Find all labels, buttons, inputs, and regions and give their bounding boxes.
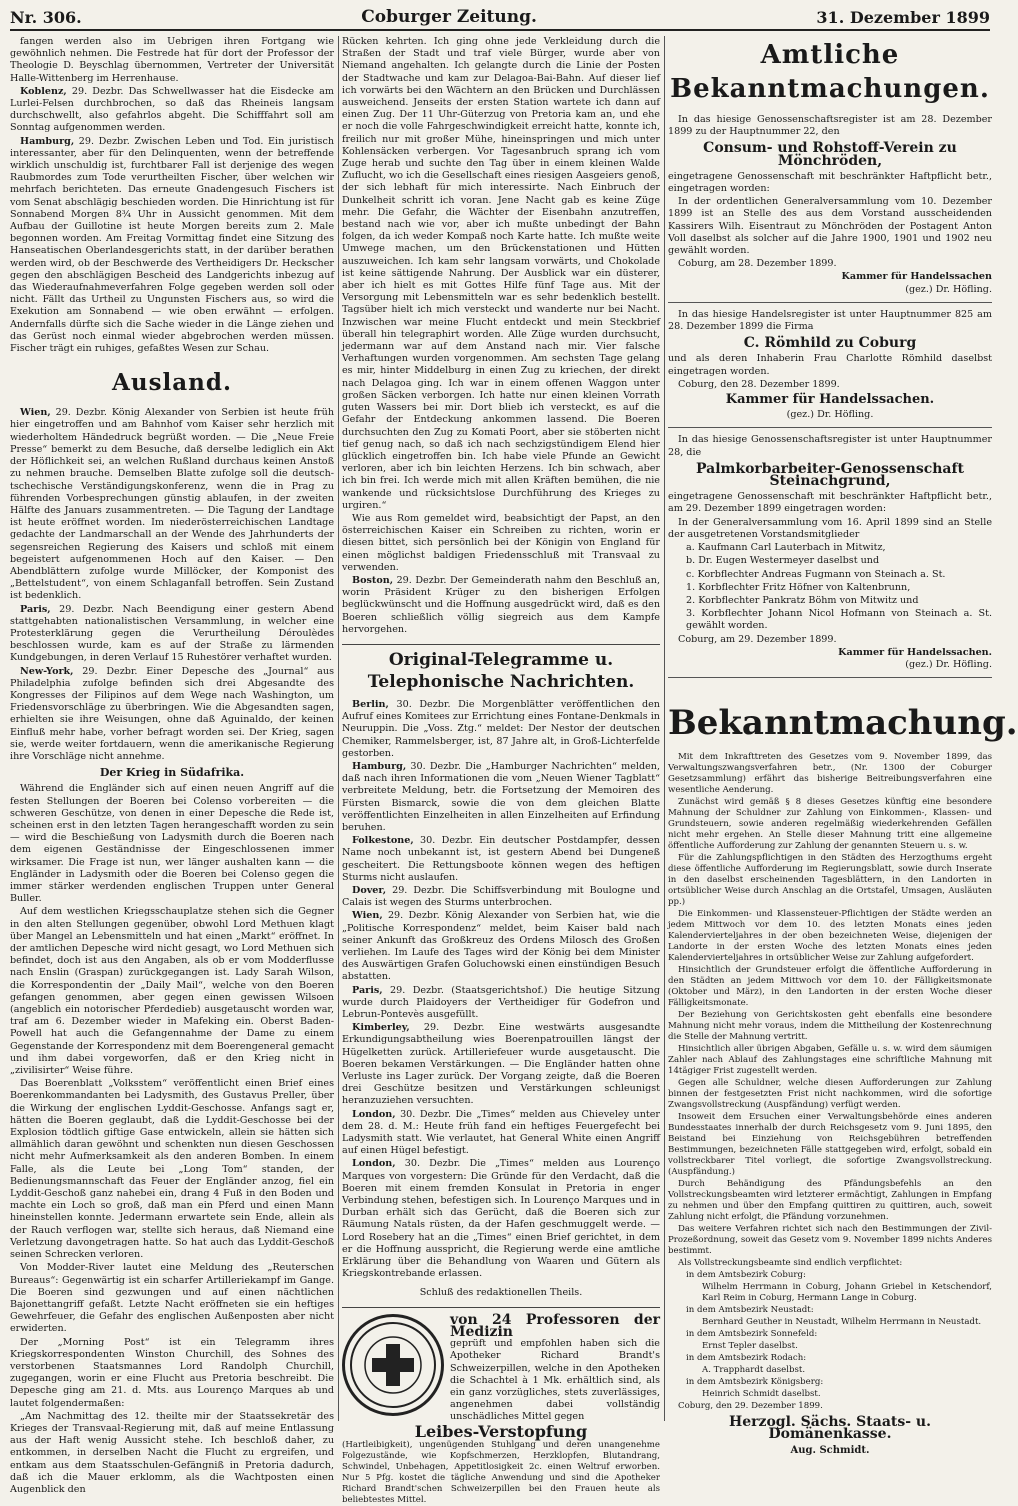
- notice-entity: Consum- und Rohstoff-Verein zu Mönchröden,: [703, 140, 957, 169]
- heading-bekanntmachung: Bekanntmachung.: [668, 703, 1018, 744]
- notice-text: und als deren Inhaberin Frau Charlotte Römhild daselbst eingetragen worden.: [668, 353, 992, 377]
- list-item: in dem Amtsbezirk Rodach:: [686, 1353, 807, 1364]
- list-item: in dem Amtsbezirk Coburg:: [686, 1270, 806, 1281]
- article-text: 29. Dezbr. Zwischen Leben und Tod. Ein juristisch interessanter, aber für den Delinquenten, wenn der betreffende wirklich unschuldig ist, furchtbarer Fall ist derjenige des wegen Raubmordes zum Tode verurtheilten Fischer, über welchen wir mehrfach berichteten. Das erneute Gnadengesuch Fischers ist vom Senat abschlägig beschieden worden. Die Hinrichtung ist für Sonnabend Morgen 8¾ Uhr in Aussicht genommen. Mit dem Aufbau der Guillotine ist heute Morgen bereits zum 2. Male begonnen worden. Am Freitag Vormittag findet eine Sitzung des Hanseatischen Oberlandesgerichts statt, in der darüber berathen werden wird, ob der Beschwerde des Vertheidigers Dr. Heckscher gegen den abschlägigen Bescheid des Landgerichts inbezug auf das Wiederaufnahmeverfahren Folge gegeben werden soll oder nicht. Fällt das Urtheil zu Ungunsten Fischers aus, so wird die Exekution am Sonnabend — wie oben erwähnt — erfolgen. Andernfalls dürfte sich die Sache wieder in die Länge ziehen und das Gerüst noch einmal wieder abgebrochen werden müssen. Fischer trägt ein ruhiges, gefaßtes Wesen zur Schau.: [10, 135, 334, 355]
- ad-product-headline: Leibes-Verstopfung: [414, 1421, 588, 1441]
- article-text: 30. Dezbr. Die „Times“ melden aus Chieveley unter dem 28. d. M.: Heute früh fand ein heftiges Feuergefecht bei Ladysmith statt. Wie verlautet, hat General White einen Angriff auf einen Hügel befestigt.: [342, 1108, 660, 1157]
- column-2: [342, 36, 660, 1505]
- column-divider: [338, 36, 339, 1421]
- announcement-authority: Herzogl. Sächs. Staats- u. Domänenkasse.: [729, 1414, 931, 1443]
- dateline-city: Boston,: [352, 574, 394, 586]
- article-text: 30. Dezbr. Die „Hamburger Nachrichten“ melden, daß nach ihren Informationen die vom „Neuen Wiener Tagblatt“ verbreitete Meldung, betr. die Fortsetzung der Memoiren des Fürsten Bismarck, sowie die von dem gleichen Blatte veröffentlichten Einzelheiten in allen Einzelheiten auf Erfindung beruhen.: [342, 760, 660, 833]
- article-text: 30. Dezbr. Die „Times“ melden aus Lourenço Marques von vorgestern: Die Gründe für den Verdacht, daß die Boeren mit einem fremden Konsulat in Pretoria in enger Verbindung stehen, befestigen sich. In Lourenço Marques und in Durban erhält sich das Gerücht, daß die Boeren sich zur Räumung Natals rüsten, da der Hafen geschmuggelt werde. — Lord Rosebery hat an die „Times“ einen Brief gerichtet, in dem er die Hoffnung ausspricht, die Regierung werde eine amtliche Erklärung über die Behandlung von Waaren und Gütern als Kriegskontrebande erlassen.: [342, 1158, 660, 1280]
- telegram-item: [342, 761, 660, 834]
- telegram-item: [342, 910, 660, 983]
- official-notice: [668, 434, 992, 678]
- list-item: a. Kaufmann Carl Lauterbach in Mitwitz,: [686, 542, 886, 554]
- notice-text: In das hiesige Genossenschaftsregister ist unter Hauptnummer 28, die: [668, 434, 992, 458]
- dateline-city: Wien,: [20, 407, 51, 419]
- column-1: [10, 36, 334, 1495]
- article-paragraph: „Am Nachmittag des 12. theilte mir der Staatssekretär des Krieges der Transvaal-Regierung mit, daß auf meine Entlassung aus der Haft wenig Aussicht stehe. Ich beschloß daher, zu entkommen, in derselben Nacht die Flucht zu ergreifen, und entkam aus dem Staatsschulen-Gefängniß in Pretoria dadurch, daß ich die Mauer erklomm, als die Wachtposten einen Augenblick den: [10, 1410, 334, 1495]
- issue-date: 31. Dezember 1899: [816, 7, 990, 27]
- subheading-krieg: Der Krieg in Südafrika.: [99, 766, 245, 780]
- ad-body: (Hartleibigkeit), ungenügenden Stuhlgang und deren unangenehme Folgezustände, wie Kopfschmerzen, Herzklopfen, Blutandrang, Schwindel, Unbehagen, Appetitlosigkeit 2c. einen Weltruf erworben. Nur 5 Pfg. kostet die tägliche Anwendung und sind die Apotheker Richard Brandt'schen Schweizerpillen bei den Frauen heute als beliebtestes Mittel.: [342, 1439, 660, 1505]
- article-paragraph: Von Modder-River lautet eine Meldung des „Reuterschen Bureaus“: Gegenwärtig ist ein scharfer Artilleriekampf im Gange. Die Boeren sind gezwungen und auf einen nächtlichen Bajonettangriff gefaßt. Letzte Nacht eröffneten sie ein heftiges Gewehrfeuer, die Gefahr des englischen Außenposten aber nicht erwiderten.: [10, 1262, 334, 1335]
- article-paragraph: [342, 575, 660, 636]
- notice-text: In der Generalversammlung vom 16. April 1899 sind an Stelle der ausgetretenen Vorstandsmitglieder: [668, 516, 992, 540]
- telegram-item: [342, 985, 660, 1022]
- announcement-paragraph: Für die Zahlungspflichtigen in den Städten des Herzogthums ergeht diese öffentliche Aufforderung im Regierungsblatt, sowie durch Inserate in den daselbst erscheinenden Tagesblättern, in den Landorten in ortsüblicher Weise durch Anschlag an die Ortstafel, Umsagen, Ausläuten pp.): [668, 853, 992, 908]
- article-text: 29. Dezbr. Einer Depesche des „Journal“ aus Philadelphia zufolge befinden sich drei Abgesandte des Kongresses der Filipinos auf dem Wege nach Washington, um Friedensvorschläge zu überbringen. Wie die Abgesandten sagen, erhielten sie ihre Weisungen, ohne daß Aguinaldo, der keinen Einfluß mehr habe, vorher befragt worden sei. Der Krieg, sagen sie, werde weiter fortdauern, wenn die amerikanische Regierung ihre Vorschläge nicht annehme.: [10, 665, 334, 762]
- article-text: 29. Dezbr. Das Schwellwasser hat die Eisdecke am Lurlei-Felsen durchbrochen, so daß das Rheineis langsam durchschwellt, also gefahrlos abgeht. Die Schifffahrt soll am Sonntag aufgenommen werden.: [10, 85, 334, 134]
- column-divider: [664, 36, 665, 1421]
- article-text: 29. Dezbr. König Alexander von Serbien hat, wie die „Politische Korrespondenz“ meldet, beim Kaiser bald nach seiner Ankunft das Großkreuz des Ordens Milosch des Großen verliehen. Im Laufe des Tages wird der König bei dem Minister des Auswärtigen Grafen Goluchowski einen einstündigen Besuch abstatten.: [342, 910, 660, 983]
- announcement-paragraph: Durch Behändigung des Pfändungsbefehls an den Vollstreckungsbeamten wird letzterer ermächtigt, Zahlungen in Empfang zu nehmen und über den Empfang quittiren zu quittiren, auch, soweit Zahlung nicht erfolgt, die Pfändung vorzunehmen.: [668, 1179, 992, 1223]
- list-item: Heinrich Schmidt daselbst.: [702, 1389, 821, 1400]
- dateline-city: New-York,: [20, 665, 74, 677]
- telegram-item: [342, 1022, 660, 1107]
- article-text: 29. Dezbr. Eine westwärts ausgesandte Erkundigungsabtheilung wies Boerenpatrouillen längst der Hügelketten zurück. Artilleriefeuer wurde ausgetauscht. Die Boeren bekamen Verstärkungen. — Die Engländer hatten ohne Verluste ins Lager zurück. Der Vorgang zeigte, daß die Boeren drei Geschütze besitzen und Verstärkungen schleunigst heranzuziehen versuchten.: [342, 1022, 660, 1107]
- list-item: in dem Amtsbezirk Königsberg:: [686, 1377, 824, 1388]
- editorial-end-note: Schluß des redaktionellen Theils.: [419, 1286, 583, 1298]
- article-text: 29. Dezbr. (Staatsgerichtshof.) Die heutige Sitzung wurde durch Plaidoyers der Vertheidiger für Godefron und Lebrun-Pontevès ausgefüllt.: [342, 984, 660, 1021]
- announcement-paragraph: Gegen alle Schuldner, welche diesen Aufforderungen zur Zahlung binnen der festgesetzten Frist nicht nachkommen, wird die sofortige Zwangsvollstreckung (Auspfändung) verfügt werden.: [668, 1078, 992, 1111]
- article-paragraph: Während die Engländer sich auf einen neuen Angriff auf die festen Stellungen der Boeren bei Colenso vorbereiten — die schweren Geschütze, von denen in einer Depesche die Rede ist, scheinen erst in den letzten Tagen herangeschafft worden zu sein — wird die Beschießung von Ladysmith durch die Boeren nach dem eigenen Geständnisse der Eingeschlossenen immer wirksamer. Die Frage ist nun, wer länger aushalten kann — die Engländer in Ladysmith oder die Boeren bei Colenso gegen die immer stärker werdenden englischen Truppen unter General Buller.: [10, 783, 334, 905]
- announcement-paragraph: Zunächst wird gemäß § 8 dieses Gesetzes künftig eine besondere Mahnung der Schuldner zur Zahlung von Einkommen-, Klassen- und Grundsteuern, sowie anderen regelmäßig wiederkehrenden Gefällen nicht mehr ergehen. An Stelle dieser Mahnung tritt eine allgemeine öffentliche Aufforderung zur Zahlung der genannten Steuern u. s. w.: [668, 797, 992, 852]
- article-paragraph: [10, 407, 334, 602]
- advertisement: [342, 1307, 660, 1424]
- notice-entity: C. Römhild zu Coburg: [743, 335, 917, 352]
- notice-entity: Palmkorbarbeiter-Genossenschaft Steinachgrund,: [696, 460, 964, 490]
- list-item: c. Korbflechter Andreas Fugmann von Steinach a. St.: [686, 568, 946, 580]
- section-heading-ausland: Ausland.: [112, 369, 232, 397]
- list-item: 1. Korbflechter Fritz Höfner von Kaltenbrunn,: [686, 581, 911, 593]
- telegram-item: [342, 885, 660, 909]
- advertisement-text: [450, 1311, 660, 1424]
- list-item: Bernhard Geuther in Neustadt, Wilhelm Herrmann in Neustadt.: [702, 1317, 982, 1328]
- notice-authority: Kammer für Handelssachen.: [725, 392, 935, 408]
- telegram-item: [342, 835, 660, 884]
- ad-body: geprüft und empfohlen haben sich die Apotheker Richard Brandt's Schweizerpillen, welche in den Apotheken die Schachtel à 1 Mk. erhältlich sind, als ein ganz vorzügliches, stets zuverlässiges, angenehmen dabei vollständig unschädliches Mittel gegen: [450, 1338, 660, 1423]
- dateline-city: Folkestone,: [352, 835, 414, 847]
- header-rule: [10, 29, 990, 31]
- article-text: 30. Dezbr. Ein deutscher Postdampfer, dessen Name noch unbekannt ist, ist gestern Abend bei Dungeneß gescheitert. Die Rettungsboote können wegen des heftigen Sturms nicht auslaufen.: [342, 835, 660, 883]
- issue-number: Nr. 306.: [10, 7, 82, 27]
- dateline-city: Hamburg,: [352, 760, 407, 772]
- announcement-paragraph: Das weitere Verfahren richtet sich nach den Bestimmungen der Zivil-Prozeßordnung, soweit das Gesetz vom 9. November 1899 nichts Anderes bestimmt.: [668, 1224, 992, 1257]
- announcement-paragraph: Insoweit dem Ersuchen einer Verwaltungsbehörde eines anderen Bundesstaates innerhalb der durch Reichsgesetz vom 9. Juni 1895, den Beistand bei Einziehung von Reichsgebühren betreffenden Bestimmungen, bezeichneten Fälle stattgegeben wird, erfolgt, sobald ein vollstreckbarer Titel vorliegt, die sofortige Zwangsvollstreckung. (Auspfändung.): [668, 1112, 992, 1178]
- article-text: 29. Dezbr. König Alexander von Serbien ist heute früh hier eingetroffen und am Bahnhof vom Kaiser sehr herzlich mit wiederholtem Händedruck begrüßt worden. — Die „Neue Freie Presse“ bemerkt zu dem Besuche, daß derselbe lediglich ein Akt der Höflichkeit sei, an welchen Rußland durchaus keinen Anstoß zu nehmen brauche. Demselben Blatte zufolge soll die deutsch-tschechische Verständigungskonferenz, wenn die in Prag zu führenden Vorbesprechungen günstig ablaufen, in der zweiten Hälfte des Januars zusammentreten. — Die Tagung der Landtage ist heute eröffnet worden. Im niederösterreichischen Landtage gedachte der Landmarschall an der Wende des Jahrhunderts der segensreichen Regierung des Kaisers und schloß mit einem begeistert aufgenommenen Hoch auf den Kaiser. — Den Abendblättern zufolge wurde Millöcker, der Komponist des „Bettelstudent“, von einem Schlaganfall betroffen. Sein Zustand ist bedenklich.: [10, 407, 334, 602]
- list-item: A. Trapphardt daselbst.: [702, 1365, 806, 1376]
- dateline-city: Paris,: [352, 984, 383, 996]
- article-paragraph: Auf dem westlichen Kriegsschauplatze stehen sich die Gegner in den alten Stellungen gegenüber, obwohl Lord Methuen klagt über Mangel an Lebensmitteln und hat einen „Markt“ eröffnet. In der amtlichen Depesche wird nicht gesagt, wo Lord Methuen sich befindet, doch ist aus den Angaben, als ob er vom Modderflusse nach Enslin (Graspan) zurückgegangen ist. Lady Sarah Wilson, die Korrespondentin der „Daily Mail“, welche von den Boeren gefangen genommen, aber gegen einen gewissen Wilsoen (angeblich ein notorischer Pferdedieb) ausgetauscht worden war, traf am 6. Dezember wieder in Mafeking ein. Oberst Baden-Powell hat auch die Gefangennahme der Dame zu einem Gegenstande der Korrespondenz mit dem Boerengeneral gemacht und ihm dabei vorgeworfen, daß er den Krieg nicht in „zivilisirter“ Weise führe.: [10, 906, 334, 1077]
- article-paragraph: Rücken kehrten. Ich ging ohne jede Verkleidung durch die Straßen der Stadt und traf viele Bürger, wurde aber von Niemand angehalten. Ich gelangte durch die Linie der Posten der Stadtwache und kam zur Delagoa-Bai-Bahn. Auf dieser lief ich vorwärts bei den Wächtern an den Brücken und Durchlässen ausweichend. Jenseits der ersten Station wartete ich dann auf einen Zug. Der 11 Uhr-Güterzug von Pretoria kam an, und ehe er noch die volle Fahrgeschwindigkeit erreicht hatte, konnte ich, freilich nur mit großer Mühe, hineinspringen und mich unter Kohlensäcken verbergen. Vor Tagesanbruch sprang ich vom Zuge herab und suchte den Tag über in einem kleinen Walde Zuflucht, wo ich die Gesellschaft eines riesigen Aasgeiers genoß, der sich lebhaft für mich interessirte. Nach Einbruch der Dunkelheit schritt ich voran. Jene Nacht gab es keine Züge mehr. Die Gefahr, die Wächter der Eisenbahn anzutreffen, bestand nach wie vor, aber ich mußte unbedingt der Bahn folgen, da ich weder Kompaß noch Karte hatte. Ich mußte weite Umwege machen, um den Brückenstationen und Hütten auszuweichen. Ich kam sehr langsam vorwärts, und Chokolade ist keine sättigende Nahrung. Der Ausblick war ein düsterer, aber ich hielt es mit Gottes Hilfe fünf Tage aus. Mit der Versorgung mit Lebensmitteln war es sehr bedenklich bestellt. Tagsüber hielt ich mich versteckt und wanderte nur bei Nacht. Inzwischen war meine Flucht entdeckt und mein Steckbrief überall hin telegraphirt worden. Alle Züge wurden durchsucht, jedermann war auf dem Anstand nach mir. Vier falsche Verhaftungen wurden vorgenommen. Am sechsten Tage gelang es mir, hinter Middelburg in einen Zug zu kriechen, der direkt nach Delagoa ging. Ich war in einem offenen Waggon unter großen Säcken verborgen. Ich hatte nur einen kleinen Vorrath guten Wassers bei mir. Dort blieb ich versteckt, es auf die Gefahr der Entdeckung ankommen lassend. Die Boeren durchsuchten den Zug zu Komati Poort, aber sie stöberten nicht tief genug nach, so daß ich nach sechzigstündigem Elend hier glücklich eingetroffen bin. Ich habe viele Pfunde an Gewicht verloren, aber ich bin leichten Herzens. Ich bin schwach, aber ich bin frei. Ich werde mich mit allen Kräften bemühen, die nie wankende und rücksichtslose Durchführung des Krieges zu urgiren.“: [342, 36, 660, 511]
- notice-text: eingetragene Genossenschaft mit beschränkter Haftpflicht betr., am 29. Dezember 1899 eingetragen worden:: [668, 491, 992, 515]
- notice-authority: Kammer für Handelssachen.: [838, 646, 992, 658]
- article-paragraph: [10, 86, 334, 135]
- announcement-paragraph: Der Beziehung von Gerichtskosten geht ebenfalls eine besondere Mahnung nicht mehr voraus, indem die Mittheilung der Kostenrechnung die Stelle der Mahnung vertritt.: [668, 1010, 992, 1043]
- announcement-paragraph: Die Einkommen- und Klassensteuer-Pflichtigen der Städte werden an jedem Mittwoch vor dem 10. des letzten Monats eines jeden Kalendervierteljahres in der oben bezeichneten Weise, diejenigen der Landorte in der ersten Woche des letzten Monats eines jeden Kalendervierteljahres in ortsüblicher Weise zur Zahlung aufgefordert.: [668, 909, 992, 964]
- list-item: 3. Korbflechter Johann Nicol Hofmann von Steinach a. St. gewählt worden.: [686, 608, 992, 632]
- article-paragraph: Das Boerenblatt „Volksstem“ veröffentlicht einen Brief eines Boerenkommandanten bei Ladysmith, des Gustavus Preller, über die Wirkung der englischen Lyddit-Geschosse. Anfangs sagt er, hätten die Boeren geglaubt, daß die Lyddit-Geschosse bei der Explosion tödtlich giftige Gase entwickeln, allein sie hätten sich allmählich daran gewöhnt und schenkten nun diesen Geschossen nicht mehr Aufmerksamkeit als den anderen Bomben. In einem Falle, als die Leute bei „Long Tom“ standen, der Bedienungsmannschaft das Feuer der Engländer anzog, fiel ein Lyddit-Geschoß ganz nahebei ein, drang 4 Fuß in den Boden und machte ein Loch so groß, daß man ein Pferd und einen Mann hineinstellen konnte. Jedermann erwartete sein Ende, allein als der Rauch verflogen war, stellte sich heraus, daß Niemand eine Verletzung davongetragen hatte. So hat auch das Lyddit-Geschoß seinen Schrecken verloren.: [10, 1078, 334, 1261]
- article-paragraph: fangen werden also im Uebrigen ihren Fortgang wie gewöhnlich nehmen. Die Festrede hat für dort der Professor der Theologie D. Beyschlag übernommen, Vertreter der Universität Halle-Wittenberg im Herrenhause.: [10, 36, 334, 84]
- notice-date: Coburg, den 28. Dezember 1899.: [678, 378, 840, 390]
- telegram-item: [342, 699, 660, 760]
- notice-date: Coburg, am 29. Dezember 1899.: [678, 633, 837, 645]
- dateline-city: Paris,: [20, 603, 51, 615]
- section-heading-telegramme: Original-Telegramme u. Telephonische Nachrichten.: [342, 644, 660, 693]
- announcement-signature: Aug. Schmidt.: [790, 1444, 870, 1456]
- notice-text: In der ordentlichen Generalversammlung vom 10. Dezember 1899 ist an Stelle des aus dem Vorstand ausscheidenden Kassirers Wilh. Eisentraut zu Mönchröden der Postagent Anton Voll daselbst als solcher auf die Jahre 1900, 1901 und 1902 neu gewählt worden.: [668, 196, 992, 257]
- announcement-paragraph: Als Vollstreckungsbeamte sind endlich verpflichtet:: [678, 1258, 903, 1269]
- list-item: Ernst Tepler daselbst.: [702, 1341, 798, 1352]
- list-item: in dem Amtsbezirk Sonnefeld:: [686, 1329, 818, 1340]
- announcement-paragraph: Mit dem Inkrafttreten des Gesetzes vom 9. November 1899, das Verwaltungszwangsverfahren betr., (Nr. 1300 der Coburger Gesetzsammlung) erfährt das bisherige Beitreibungsverfahren eine wesentliche Aenderung.: [668, 752, 992, 796]
- page-header: [10, 6, 990, 28]
- notice-signature: (gez.) Dr. Höfling.: [905, 283, 992, 295]
- article-paragraph: [10, 604, 334, 665]
- article-paragraph: [10, 136, 334, 356]
- dateline-city: Kimberley,: [352, 1022, 410, 1034]
- telegram-item: [342, 1158, 660, 1280]
- newspaper-title: Coburger Zeitung.: [361, 7, 537, 27]
- ad-headline: von 24 Professoren der Medizin: [450, 1311, 660, 1340]
- article-paragraph: Der „Morning Post“ ist ein Telegramm ihres Kriegskorrespondenten Winston Churchill, des Sohnes des verstorbenen Staatsmannes Lord Randolph Churchill, zugegangen, worin er eine Flucht aus Pretoria beschreibt. Die Depesche ging am 21. d. Mts. aus Lourenço Marques ab und lautet folgendermaßen:: [10, 1336, 334, 1409]
- notice-text: eingetragene Genossenschaft mit beschränkter Haftpflicht betr., eingetragen worden:: [668, 170, 992, 195]
- notice-date: Coburg, am 28. Dezember 1899.: [678, 258, 837, 270]
- list-item: Wilhelm Herrmann in Coburg, Johann Griebel in Ketschendorf, Karl Reim in Coburg, Hermann Lange in Coburg.: [702, 1282, 992, 1304]
- article-text: 29. Dezbr. Der Gemeinderath nahm den Beschluß an, worin Präsident Krüger zu den bisherigen Erfolgen beglückwünscht und die Hoffnung ausgedrückt wird, daß es den Boeren schließlich völlig siegreich aus dem Kampfe hervorgehen.: [342, 574, 660, 635]
- official-notice: [668, 114, 992, 303]
- dateline-city: Hamburg,: [20, 135, 75, 147]
- notice-authority: Kammer für Handelssachen: [841, 271, 992, 283]
- notice-text: In das hiesige Handelsregister ist unter Hauptnummer 825 am 28. Dezember 1899 die Firma: [668, 308, 992, 333]
- article-text: 30. Dezbr. Die Morgenblätter veröffentlichen den Aufruf eines Komitees zur Errichtung eines Fontane-Denkmals in Neuruppin. Die „Voss. Ztg.“ meldet: Der Nestor der deutschen Chemiker, Rammelsberger, ist, 87 Jahre alt, in Groß-Lichterfelde gestorben.: [342, 698, 660, 759]
- article-paragraph: Wie aus Rom gemeldet wird, beabsichtigt der Papst, an den österreichischen Kaiser ein Schreiben zu richten, worin er diesen bittet, sich persönlich bei der Königin von England für einen möglichst baldigen Friedensschluß mit Transvaal zu verwenden.: [342, 512, 660, 573]
- pill-seal-logo: [342, 1314, 444, 1416]
- dateline-city: Berlin,: [352, 698, 389, 710]
- dateline-city: Koblenz,: [20, 85, 67, 97]
- announcement-paragraph: Hinsichtlich der Grundsteuer erfolgt die öffentliche Aufforderung in den Städten an jedem Mittwoch vor dem 10. der Fälligkeitsmonate (Oktober und März), in den Landorten in der ersten Woche dieser Fälligkeitsmonate.: [668, 965, 992, 1009]
- cross-seal-icon: [348, 1320, 438, 1410]
- dateline-city: London,: [352, 1158, 396, 1170]
- article-text: 29. Dezbr. Die Schiffsverbindung mit Boulogne und Calais ist wegen des Sturms unterbrochen.: [342, 885, 660, 909]
- list-item: 2. Korbflechter Pankratz Böhm von Mitwitz und: [686, 594, 919, 606]
- announcement-date: Coburg, den 29. Dezember 1899.: [678, 1401, 823, 1412]
- official-announcement: [668, 752, 992, 1412]
- article-paragraph: [10, 666, 334, 764]
- section-heading-amtliche: Amtliche Bekanntmachungen.: [670, 40, 990, 104]
- list-item: b. Dr. Eugen Westermeyer daselbst und: [686, 555, 880, 567]
- dateline-city: London,: [352, 1108, 396, 1120]
- notice-signature: (gez.) Dr. Höfling.: [905, 658, 992, 670]
- column-3: [668, 36, 1018, 1456]
- official-notice: [668, 309, 992, 429]
- notice-text: In das hiesige Genossenschaftsregister ist am 28. Dezember 1899 zu der Hauptnummer 22, den: [668, 114, 992, 138]
- article-text: 29. Dezbr. Nach Beendigung einer gestern Abend stattgehabten nationalistischen Versammlung, in welcher eine Protesterklärung gegen die Verurtheilung Déroulèdes beschlossen wurde, kam es auf der Straße zu lärmenden Kundgebungen, in deren Verlauf 15 Ruhestörer verhaftet wurden.: [10, 603, 334, 664]
- notice-signature: (gez.) Dr. Höfling.: [786, 409, 874, 421]
- list-item: in dem Amtsbezirk Neustadt:: [686, 1305, 814, 1316]
- announcement-paragraph: Hinsichtlich aller übrigen Abgaben, Gefälle u. s. w. wird dem säumigen Zahler nach Ablauf des Zahlungstages eine schriftliche Mahnung mit 14tägiger Frist zugestellt werden.: [668, 1044, 992, 1077]
- dateline-city: Dover,: [352, 885, 387, 896]
- dateline-city: Wien,: [352, 910, 383, 922]
- telegram-item: [342, 1109, 660, 1158]
